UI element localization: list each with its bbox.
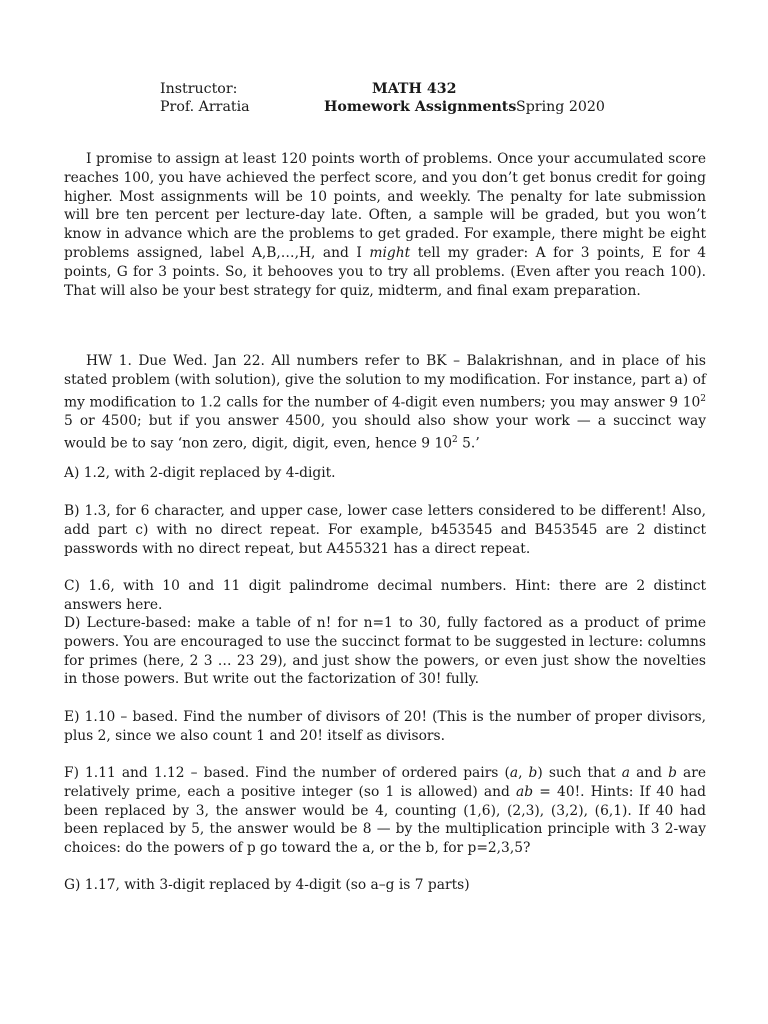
- var-b-2: b: [668, 765, 677, 781]
- problem-d: D) Lecture-based: make a table of n! for n=1 to 30, fully factored as a product of prime powers. You are encouraged to use the succinct format to be suggested in lecture: columns for primes (here, 2 3 … 23 29), and just show the powers, or even just show the novelties in those powers. But write out the factorization of 30! fully.: [64, 615, 706, 688]
- intro-text-1: I promise to assign at least 120 points worth of problems. Once your accumulated score reaches 100, you have achieved the perfect score, and you don’t get bonus credit for going higher. Most assignments will be 10 points, and weekly. The penalty for late submission will bre ten percent per lecture-day late. Often, a sample will be graded, but you won’t know in advance which are the problems to get graded. For example, there might be eight problems assigned, label A,B,…,H, and I: [64, 151, 706, 261]
- instructor-label: Instructor:: [160, 81, 238, 97]
- var-ab: ab: [516, 783, 534, 800]
- problem-e: E) 1.10 – based. Find the number of divisors of 20! (This is the number of proper divisors, plus 2, since we also count 1 and 20! itself as divisors.: [64, 709, 706, 744]
- hw1-paragraph: [64, 352, 706, 453]
- intro-text-2: tell my grader: A for 3 points, E for 4 points, G for 3 points. So, it behooves you to try all problems. (Even after you reach 100). That will also be your best strategy for quiz, midterm, and final exam preparation.: [64, 244, 706, 299]
- term: Spring 2020: [516, 99, 605, 115]
- var-a-2: a: [621, 765, 630, 781]
- problem-c: C) 1.6, with 10 and 11 digit palindrome decimal numbers. Hint: there are 2 distinct answers here.: [64, 578, 706, 613]
- intro-emphasis: might: [369, 244, 411, 261]
- var-b: b: [528, 765, 538, 781]
- course-title: MATH 432: [372, 81, 457, 97]
- problem-f-text-4: and: [630, 765, 669, 781]
- problem-a: A) 1.2, with 2-digit replaced by 4-digit.: [64, 465, 336, 481]
- intro-paragraph: [64, 150, 706, 300]
- problem-f-text-6: = 40!. Hints: If 40 had been replaced by 3, the answer would be 4, counting (1,6), (2,3), (3,2), (6,1). If 40 had been replaced by 5, the answer would be 8 — by the multiplication principle with 3 2-way choices: do the powers of p go toward the a, or the b, for p=2,3,5?: [64, 783, 706, 857]
- problem-g: G) 1.17, with 3-digit replaced by 4-digit (so a–g is 7 parts): [64, 877, 470, 893]
- problem-f-text-3: ) such that: [537, 765, 622, 781]
- hw1-text-2: 5 or 4500; but if you answer 4500, you should also show your work — a succinct way would be to say ‘non zero, digit, digit, even, hence 9 10: [64, 412, 706, 452]
- hw1-superscript-2: 2: [452, 434, 458, 445]
- hw1-text-1: HW 1. Due Wed. Jan 22. All numbers refer to BK – Balakrishnan, and in place of his stated problem (with solution), give the solution to my modification. For instance, part a) of my modification to 1.2 calls for the number of 4-digit even numbers; you may answer 9 10: [64, 353, 706, 411]
- hw1-text-3: 5.’: [457, 435, 480, 452]
- problem-f: [64, 764, 706, 858]
- problem-f-text-1: F) 1.11 and 1.12 – based. Find the number of ordered pairs (: [64, 765, 510, 781]
- page-title: Homework Assignments: [324, 99, 517, 115]
- problem-b: B) 1.3, for 6 character, and upper case, lower case letters considered to be different! Also, add part c) with no direct repeat. For example, b453545 and B453545 are 2 distinct passwords with no direct repeat, but A455321 has a direct repeat.: [64, 503, 706, 557]
- hw1-superscript-1: 2: [700, 393, 706, 404]
- problem-f-text-5: are relatively prime, each a positive integer (so 1 is allowed) and: [64, 765, 706, 800]
- var-a: a: [509, 765, 519, 781]
- instructor-name: Prof. Arratia: [160, 99, 250, 115]
- problem-f-text-2: ,: [518, 765, 529, 781]
